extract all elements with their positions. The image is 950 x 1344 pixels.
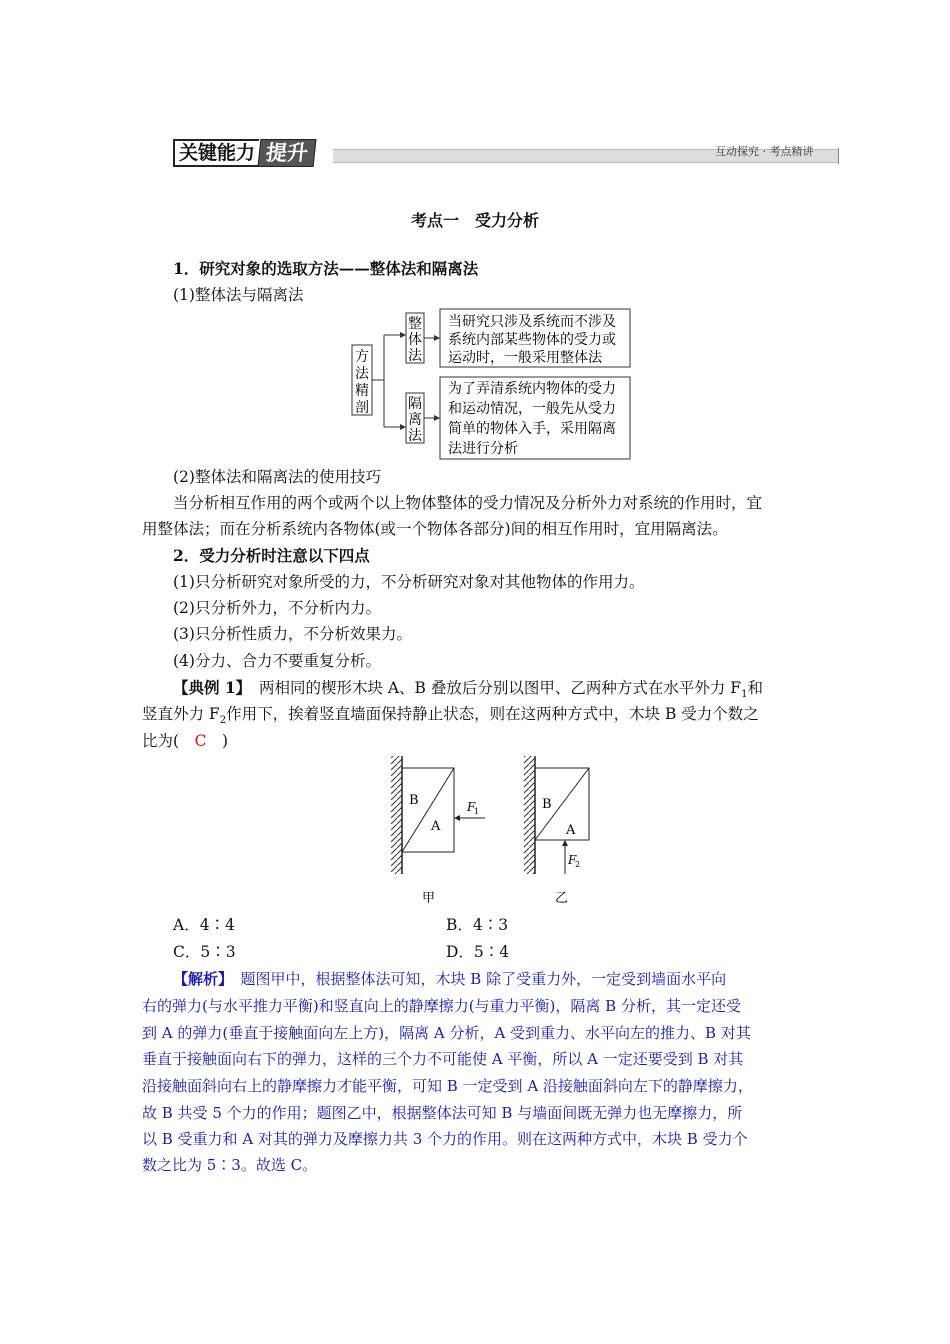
analysis-line-6: 故 B 共受 5 个力的作用；题图乙中，根据整体法可知 B 与墙面间既无弹力也无摩擦力，所 <box>142 1104 743 1122</box>
root-char-1: 法 <box>355 366 369 382</box>
analysis-line-5: 沿接触面斜向右上的静摩擦力才能平衡，可知 B 一定受到 A 沿接触面斜向左下的静摩擦力， <box>142 1077 753 1095</box>
example-line3 <box>142 728 228 754</box>
force2-arrow-head <box>562 840 568 846</box>
branch1-text-2: 运动时，一般采用整体法 <box>448 350 602 366</box>
example-line2-text: 竖直外力 F <box>142 705 220 723</box>
header-banner <box>173 139 315 167</box>
example-line2-end: 作用下，挨着竖直墙面保持静止状态，则在这两种方式中，木块 B 受力个数之 <box>226 705 759 723</box>
example-figure <box>385 752 605 910</box>
banner-subtitle: 互动探究 · 考点精讲 <box>715 145 814 158</box>
method-diagram <box>340 305 640 465</box>
point1-sub1: (1)整体法与隔离法 <box>173 286 304 304</box>
analysis-line-1 <box>173 966 726 992</box>
option-c: C．5∶3 <box>173 943 236 961</box>
banner-title-highlight: 提升 <box>258 139 317 167</box>
point1-para-line1: 当分析相互作用的两个或两个以上物体整体的受力情况及分析外力对系统的作用时，宜 <box>173 494 763 512</box>
arrow-bottom <box>400 424 406 430</box>
branch1-text-0: 当研究只涉及系统而不涉及 <box>448 314 616 330</box>
option-b: B．4∶3 <box>446 916 509 934</box>
analysis-line-7: 以 B 受重力和 A 对其的弹力及摩擦力共 3 个力的作用。则在这两种方式中，木块 B 受力个 <box>142 1130 748 1148</box>
branch2-char-2: 法 <box>408 428 422 444</box>
example-answer: C <box>194 732 207 750</box>
analysis-line-8: 数之比为 5∶3。故选 C。 <box>142 1156 318 1174</box>
example-line3-end: ) <box>206 732 228 750</box>
branch2-text-3: 法进行分析 <box>448 441 518 457</box>
force2-sub: 2 <box>575 860 581 869</box>
option-d: D．5∶4 <box>446 943 510 961</box>
point1-para-line2: 用整体法；而在分析系统内各物体(或一个物体各部分)间的相互作用时，宜用隔离法。 <box>142 520 728 538</box>
analysis-line-2: 右的弹力(与水平推力平衡)和竖直向上的静摩擦力(与重力平衡)，隔离 B 分析，其一定还受 <box>142 997 741 1015</box>
example-line1-sub: 1 <box>741 689 748 701</box>
caption-left: 甲 <box>422 891 436 906</box>
label-B-right: B <box>542 797 552 812</box>
branch1-char-2: 法 <box>408 348 422 364</box>
example-line2 <box>142 701 759 734</box>
point1-sub2: (2)整体法和隔离法的使用技巧 <box>173 468 381 486</box>
branch2-char-0: 隔 <box>408 396 422 412</box>
banner-title: 关键能力 <box>173 139 259 167</box>
banner-end-mark <box>838 148 842 164</box>
branch1-char-1: 体 <box>408 332 422 348</box>
root-char-3: 剖 <box>355 400 369 416</box>
branch1-char-0: 整 <box>408 316 422 332</box>
arrow-branch2 <box>434 415 440 421</box>
option-a: A．4∶4 <box>173 916 235 934</box>
section-title: 考点一 受力分析 <box>410 211 539 230</box>
label-B-left: B <box>409 793 419 808</box>
example-line1-text: 两相同的楔形木块 A、B 叠放后分别以图甲、乙两种方式在水平外力 F <box>243 679 742 697</box>
label-A-left: A <box>431 819 441 834</box>
force1-label: F <box>467 800 476 814</box>
analysis-text-1: 题图甲中，根据整体法可知，木块 B 除了受重力外，一定受到墙面水平向 <box>225 970 727 988</box>
example-line2-sub: 2 <box>219 715 227 727</box>
point2-item-3: (3)只分析性质力，不分析效果力。 <box>173 625 412 643</box>
block-left-diagonal <box>402 768 454 852</box>
analysis-line-4: 垂直于接触面向右下的弹力，这样的三个力不可能使 A 平衡，所以 A 一定还要受到 B 对其 <box>142 1050 744 1068</box>
branch1-text-1: 系统内部某些物体的受力或 <box>448 332 616 348</box>
point2-heading: 2．受力分析时注意以下四点 <box>173 546 370 565</box>
point2-item-4: (4)分力、合力不要重复分析。 <box>173 652 381 670</box>
arrow-branch1 <box>434 335 440 341</box>
wall-right-hatch <box>524 756 535 874</box>
example-line3-start: 比为( <box>142 732 195 750</box>
branch2-text-2: 简单的物体入手，采用隔离 <box>448 421 616 437</box>
root-char-2: 精 <box>355 383 369 399</box>
example-line1-end: 和 <box>747 679 763 697</box>
branch2-text-0: 为了弄清系统内物体的受力 <box>448 381 616 397</box>
analysis-tag: 【解析】 <box>173 970 226 988</box>
arrow-top <box>400 332 406 338</box>
point1-heading: 1．研究对象的选取方法——整体法和隔离法 <box>173 259 479 278</box>
analysis-line-3: 到 A 的弹力(垂直于接触面向左上方)，隔离 A 分析，A 受到重力、水平向左的推力、B 对其 <box>142 1024 751 1042</box>
force2-label: F <box>568 853 577 867</box>
point2-item-1: (1)只分析研究对象所受的力，不分析研究对象对其他物体的作用力。 <box>173 573 645 591</box>
example-tag: 【典例 1】 <box>173 678 244 697</box>
force1-sub: 1 <box>474 807 480 816</box>
label-A-right: A <box>566 823 576 838</box>
root-char-0: 方 <box>355 349 369 365</box>
branch2-char-1: 离 <box>408 412 422 428</box>
wall-left-hatch <box>391 756 402 874</box>
caption-right: 乙 <box>555 891 569 906</box>
branch2-text-1: 和运动情况，一般先从受力 <box>448 401 616 417</box>
force1-arrow-head <box>454 815 460 821</box>
point2-item-2: (2)只分析外力，不分析内力。 <box>173 599 381 617</box>
